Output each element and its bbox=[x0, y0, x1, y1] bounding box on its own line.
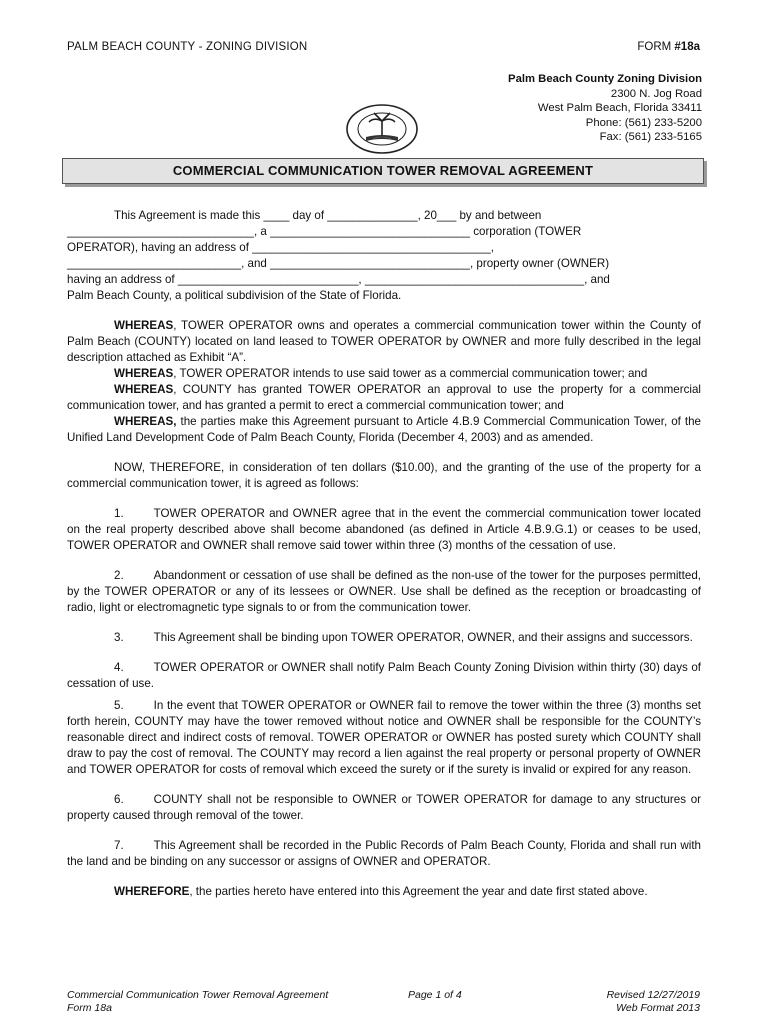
clause-number: 5. bbox=[114, 699, 124, 712]
clause-text: In the event that TOWER OPERATOR or OWNER fail to remove the tower within the three (3) months set forth herein, COUNTY may have the tower removed without notice and OWNER shall be responsible for the COUNTY’s reasonable direct and indirect costs of removal. TOWER OPERATOR or OWNER has posted surety which COUNTY shall draw to pay the cost of removal. The COUNTY may record a lien against the real property or personal property of OWNER and TOWER OPERATOR for costs of removal which exceed the surety or if the surety is invalid or expired for any reason. bbox=[67, 699, 701, 776]
footer-revised: Revised 12/27/2019 bbox=[606, 989, 700, 1001]
clause-text: TOWER OPERATOR or OWNER shall notify Palm Beach County Zoning Division within thirty (30) days of cessation of use. bbox=[67, 661, 701, 690]
clause-number: 4. bbox=[114, 661, 124, 674]
address-fax: Fax: (561) 233-5165 bbox=[599, 131, 702, 143]
footer-left bbox=[67, 989, 328, 1015]
document-title: COMMERCIAL COMMUNICATION TOWER REMOVAL AGREEMENT bbox=[172, 163, 594, 178]
footer-page-number: Page 1 of 4 bbox=[408, 989, 462, 1001]
footer-web-format: Web Format 2013 bbox=[616, 1002, 700, 1014]
clause-1 bbox=[67, 506, 701, 554]
opening-line-2: _____________________________, a _______________________________ corporation (TOWER bbox=[67, 225, 582, 238]
clause-number: 2. bbox=[114, 569, 124, 582]
form-prefix: FORM bbox=[637, 41, 672, 53]
agreement-body bbox=[67, 208, 701, 900]
clause-text: Abandonment or cessation of use shall be defined as the non-use of the tower for the purposes permitted, by the TOWER OPERATOR or any of its lessees or OWNER. Use shall be defined as the reception or broadcasting of radio, light or electromagnetic type signals to or from the communication tower. bbox=[67, 569, 701, 614]
county-seal-logo bbox=[344, 103, 420, 155]
address-block bbox=[508, 72, 702, 145]
wherefore-text: , the parties hereto have entered into this Agreement the year and date first stated above. bbox=[189, 885, 648, 898]
clause-text: This Agreement shall be binding upon TOWER OPERATOR, OWNER, and their assigns and successors. bbox=[153, 631, 693, 644]
opening-line-6: Palm Beach County, a political subdivision of the State of Florida. bbox=[67, 289, 402, 302]
whereas-keyword: WHEREAS, bbox=[114, 415, 177, 428]
clause-6 bbox=[67, 792, 701, 824]
header-division: PALM BEACH COUNTY - ZONING DIVISION bbox=[67, 41, 308, 53]
whereas-keyword: WHEREAS bbox=[114, 319, 174, 332]
opening-line-5: having an address of ____________________________, __________________________________, and bbox=[67, 273, 610, 286]
address-city: West Palm Beach, Florida 33411 bbox=[537, 102, 702, 114]
footer-doc-title: Commercial Communication Tower Removal Agreement bbox=[67, 989, 329, 1001]
address-org: Palm Beach County Zoning Division bbox=[508, 73, 702, 85]
header-form-number bbox=[637, 41, 700, 53]
clause-4 bbox=[67, 660, 701, 692]
whereas-clause-2 bbox=[67, 366, 701, 382]
whereas-text: , TOWER OPERATOR intends to use said tower as a commercial communication tower; and bbox=[173, 367, 648, 380]
now-therefore-paragraph: NOW, THEREFORE, in consideration of ten dollars ($10.00), and the granting of the use of the property for a commercial communication tower, it is agreed as follows: bbox=[67, 461, 701, 490]
whereas-clause-4 bbox=[67, 414, 701, 446]
address-street: 2300 N. Jog Road bbox=[610, 87, 702, 100]
form-id: #18a bbox=[674, 41, 700, 53]
clause-number: 1. bbox=[114, 507, 124, 520]
clause-number: 7. bbox=[114, 839, 124, 852]
clause-2 bbox=[67, 568, 701, 616]
footer-right bbox=[607, 989, 700, 1015]
opening-paragraph bbox=[67, 208, 701, 304]
opening-line-3: OPERATOR), having an address of _____________________________________, bbox=[67, 241, 494, 254]
whereas-keyword: WHEREAS bbox=[114, 367, 174, 380]
opening-line-1: This Agreement is made this ____ day of ______________, 20___ by and between bbox=[114, 209, 542, 222]
whereas-text: the parties make this Agreement pursuant to Article 4.B.9 Commercial Communication Tower, of the Unified Land Development Code of Palm Beach County, Florida (December 4, 2003) and as amended. bbox=[67, 415, 701, 444]
whereas-text: , TOWER OPERATOR owns and operates a commercial communication tower within the County of Palm Beach (COUNTY) located on land leased to TOWER OPERATOR by OWNER and more fully described in the legal description attached as Exhibit “A”. bbox=[67, 319, 701, 364]
clause-number: 3. bbox=[114, 631, 124, 644]
clause-7 bbox=[67, 838, 701, 870]
clause-text: This Agreement shall be recorded in the Public Records of Palm Beach County, Florida and shall run with the land and be binding on any successor or assigns of OWNER and OPERATOR. bbox=[67, 839, 701, 868]
footer-form-name: Form 18a bbox=[67, 1002, 112, 1014]
clause-3 bbox=[67, 630, 701, 646]
wherefore-paragraph bbox=[67, 884, 701, 900]
clause-text: TOWER OPERATOR and OWNER agree that in the event the commercial communication tower located on the real property described above shall become abandoned (as defined in Article 4.B.9.G.1) or ceases to be used, TOWER OPERATOR and OWNER shall remove said tower within three (3) months of the cessation of use. bbox=[67, 507, 701, 552]
clause-5 bbox=[67, 698, 701, 778]
wherefore-keyword: WHEREFORE bbox=[114, 885, 190, 898]
whereas-text: , COUNTY has granted TOWER OPERATOR an approval to use the property for a commercial communication tower, and has granted a permit to erect a commercial communication tower; and bbox=[67, 383, 701, 412]
document-title-box bbox=[62, 158, 704, 184]
clause-text: COUNTY shall not be responsible to OWNER or TOWER OPERATOR for damage to any structures or property caused through removal of the tower. bbox=[67, 793, 701, 822]
clause-number: 6. bbox=[114, 793, 124, 806]
whereas-clause-1 bbox=[67, 318, 701, 366]
address-phone: Phone: (561) 233-5200 bbox=[585, 116, 702, 129]
opening-line-4: ___________________________, and _______________________________, property owner (OWNER) bbox=[67, 257, 610, 270]
whereas-keyword: WHEREAS bbox=[114, 383, 174, 396]
whereas-clause-3 bbox=[67, 382, 701, 414]
